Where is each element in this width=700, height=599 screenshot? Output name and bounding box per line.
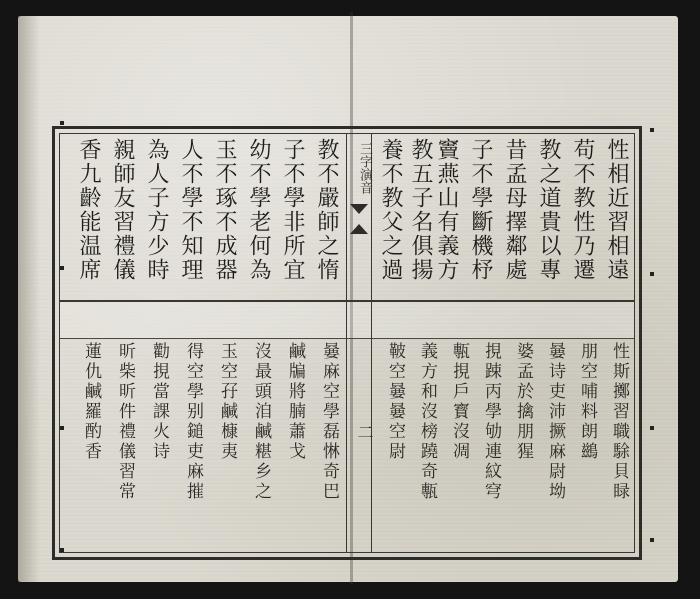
note-column: 得空學别鎚吏麻摧 — [183, 342, 203, 502]
main-column: 教不嚴師之惰 — [314, 138, 339, 282]
note-column: 義方和沒榜蹺奇甎 — [417, 342, 437, 502]
main-column: 子不學斷機杼 — [468, 138, 493, 282]
main-column: 性相近習相遠 — [604, 138, 629, 282]
binding-mark — [650, 426, 654, 430]
note-column: 玉空孖鹹槺夷 — [217, 342, 237, 462]
binding-mark — [60, 266, 64, 270]
note-column: 婆孟於擒朋猩 — [513, 342, 533, 462]
main-column: 養不教父之過 — [378, 138, 403, 282]
note-column: 性斯擲習職駼貝睩 — [609, 342, 629, 502]
note-column: 勸挸當課火诗 — [149, 342, 169, 462]
main-column: 竇燕山有義方 — [434, 138, 459, 282]
binding-mark — [60, 121, 64, 125]
note-column: 鹹牑將腩蕭戈 — [285, 342, 305, 462]
folio-number: 二 — [355, 424, 374, 440]
binding-mark — [650, 538, 654, 542]
note-column: 蓮仇鹹羅酌香 — [81, 342, 101, 462]
fish-tail-mark-lower — [350, 224, 368, 234]
note-column: 嘦诗吏沛撅麻尉坳 — [545, 342, 565, 502]
main-column: 親師友習禮儀 — [110, 138, 135, 282]
main-column: 幼不學老何為 — [246, 138, 271, 282]
main-column: 苟不教性乃遷 — [570, 138, 595, 282]
note-column: 甎挸戶寳沒凋 — [449, 342, 469, 462]
main-column: 昔孟母擇鄰處 — [502, 138, 527, 282]
book-page — [18, 16, 678, 582]
binding-mark — [60, 548, 64, 552]
note-column: 昕柴昕件禮儀習常 — [115, 342, 135, 502]
note-column: 沒最頭洎鹹糂乡之 — [251, 342, 271, 502]
main-column: 玉不琢不成器 — [212, 138, 237, 282]
note-column: 嘦麻空學磊惏奇巴 — [319, 342, 339, 502]
main-column: 教之道貴以專 — [536, 138, 561, 282]
note-column: 鞁空嘦嘦空尉 — [385, 342, 405, 462]
main-column: 香九齡能温席 — [76, 138, 101, 282]
main-column: 子不學非所宜 — [280, 138, 305, 282]
text-frame — [52, 126, 642, 560]
binding-mark — [60, 426, 64, 430]
spine-title: 三字演音 — [357, 142, 372, 194]
fish-tail-mark — [350, 204, 368, 214]
main-column: 教五子名俱揚 — [408, 138, 433, 282]
main-column: 為人子方少時 — [144, 138, 169, 282]
note-column: 挸踈丙學劬連紋穹 — [481, 342, 501, 502]
main-column: 人不學不知理 — [178, 138, 203, 282]
inner-border — [59, 133, 635, 553]
binding-mark — [650, 272, 654, 276]
note-column: 朋空哺料朗鷀 — [577, 342, 597, 462]
spine-column — [346, 134, 372, 552]
binding-mark — [650, 128, 654, 132]
